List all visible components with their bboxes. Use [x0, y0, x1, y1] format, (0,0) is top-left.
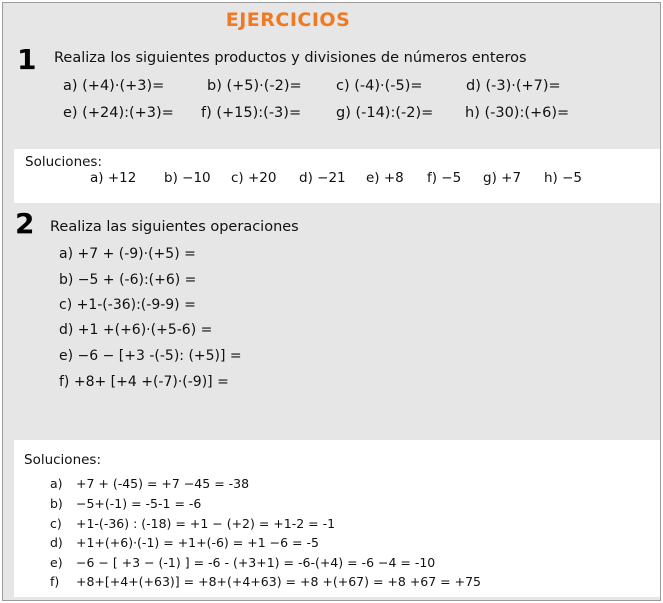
- exercise-1-item: h) (-30):(+6)=: [465, 105, 570, 121]
- exercise-2-item: e) −6 − [+3 -(-5): (+5)] =: [59, 348, 242, 364]
- exercise-2-solutions-label: Soluciones:: [24, 452, 102, 468]
- exercise-2-item: c) +1-(-36):(-9-9) =: [59, 297, 196, 313]
- solution-item: a) +12: [90, 170, 137, 186]
- solution-letter: d): [50, 535, 63, 550]
- solution-item: h) −5: [544, 170, 583, 186]
- solution-text: +7 + (-45) = +7 −45 = -38: [76, 476, 250, 491]
- solution-text: −5+(-1) = -5-1 = -6: [76, 496, 202, 511]
- exercise-1-item: e) (+24):(+3)=: [63, 105, 174, 121]
- solution-item: e) +8: [366, 170, 404, 186]
- solution-item: c) +20: [231, 170, 277, 186]
- exercise-2-number: 2: [15, 207, 35, 240]
- solution-letter: b): [50, 496, 63, 511]
- exercise-1-statement: Realiza los siguientes productos y divisiones de números enteros: [54, 50, 527, 66]
- exercise-1-item: c) (-4)·(-5)=: [336, 78, 423, 94]
- worksheet: [2, 2, 661, 601]
- exercise-1-item: f) (+15):(-3)=: [201, 105, 302, 121]
- solution-text: −6 − [ +3 − (-1) ] = -6 - (+3+1) = -6-(+4) = -6 −4 = -10: [76, 555, 436, 570]
- solution-item: b) −10: [164, 170, 211, 186]
- solution-letter: c): [50, 516, 62, 531]
- solution-item: d) −21: [299, 170, 346, 186]
- exercise-1-item: g) (-14):(-2)=: [336, 105, 434, 121]
- exercise-1-solutions-box: [14, 149, 660, 203]
- solution-text: +1+(+6)·(-1) = +1+(-6) = +1 −6 = -5: [76, 535, 319, 550]
- exercise-2-item: f) +8+ [+4 +(-7)·(-9)] =: [59, 374, 229, 390]
- exercise-1-item: b) (+5)·(-2)=: [207, 78, 302, 94]
- exercise-1-solutions-label: Soluciones:: [25, 154, 103, 170]
- solution-item: f) −5: [427, 170, 462, 186]
- solution-letter: e): [50, 555, 63, 570]
- exercise-2-item: a) +7 + (-9)·(+5) =: [59, 246, 196, 262]
- solution-text: +8+[+4+(+63)] = +8+(+4+63) = +8 +(+67) = +8 +67 = +75: [76, 574, 481, 589]
- exercise-1-item: a) (+4)·(+3)=: [63, 78, 165, 94]
- solution-text: +1-(-36) : (-18) = +1 − (+2) = +1-2 = -1: [76, 516, 336, 531]
- exercise-2-solutions-box: [14, 440, 660, 597]
- exercise-1-item: d) (-3)·(+7)=: [466, 78, 561, 94]
- exercise-2-statement: Realiza las siguientes operaciones: [50, 219, 299, 235]
- exercise-2-item: b) −5 + (-6):(+6) =: [59, 272, 197, 288]
- solution-item: g) +7: [483, 170, 522, 186]
- page-title: EJERCICIOS: [225, 9, 351, 31]
- exercise-2-item: d) +1 +(+6)·(+5-6) =: [59, 322, 213, 338]
- solution-letter: f): [50, 574, 60, 589]
- solution-letter: a): [50, 476, 63, 491]
- exercise-1-number: 1: [17, 43, 37, 76]
